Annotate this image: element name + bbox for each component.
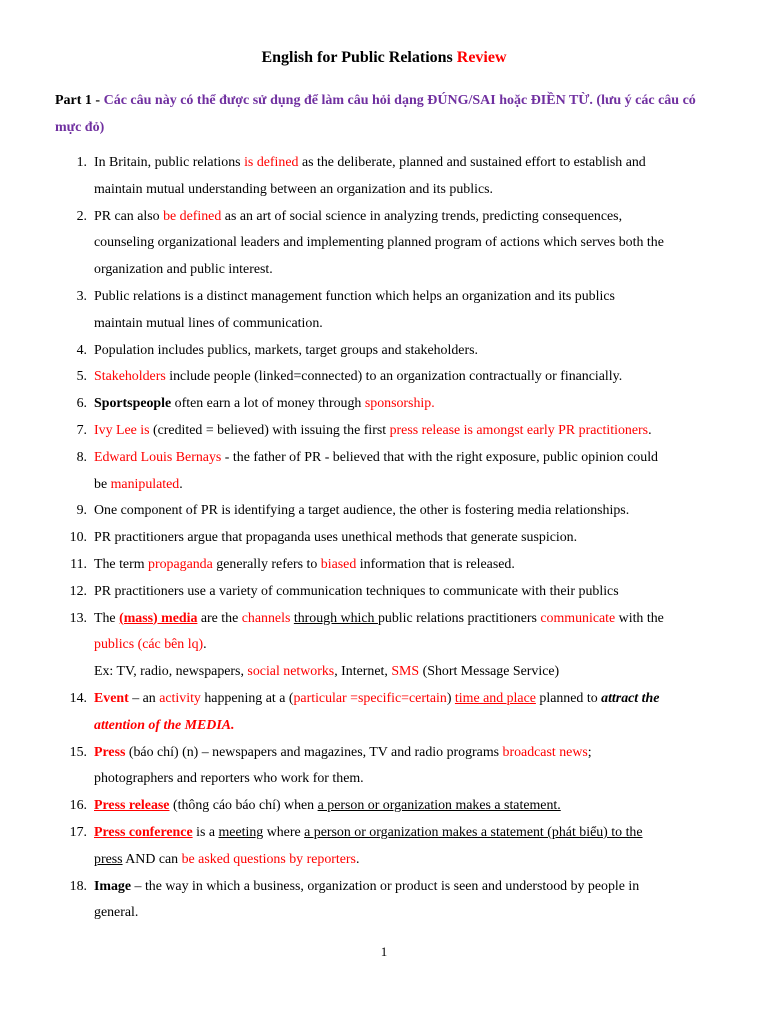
text-run: (Short Message Service) [419, 664, 560, 680]
list-item [0, 579, 768, 606]
text-run: Press conference [94, 824, 193, 840]
item-number: 8. [76, 449, 87, 465]
text-run: photographers and reporters who work for them. [94, 771, 364, 787]
text-run: ) [446, 690, 455, 706]
text-run: . [355, 851, 360, 867]
part-note: Các câu này có thể được sử dụng để làm câu hỏi dạng ĐÚNG/SAI hoặc ĐIỀN TỪ. (lưu ý các câu có mực đỏ) [55, 93, 696, 135]
text-run: organization and public interest. [94, 262, 273, 278]
text-run: planned to [535, 690, 602, 706]
text-run: . [179, 476, 183, 492]
text-run: AND can [122, 851, 182, 867]
item-number: 7. [76, 422, 87, 438]
text-run: Ex: TV, radio, newspapers, [94, 664, 248, 680]
text-run: activity [159, 690, 201, 706]
text-run: PR can also [94, 208, 164, 224]
list-item [0, 820, 768, 874]
item-line [94, 284, 728, 311]
text-run: propaganda [148, 556, 213, 572]
text-run: Edward Louis Bernays [94, 449, 222, 465]
item-number: 17. [69, 824, 87, 840]
text-run: channels [241, 610, 291, 626]
list-item [0, 284, 768, 338]
text-run: happening at a ( [200, 690, 294, 706]
item-line [94, 525, 728, 552]
item-line [94, 177, 728, 204]
item-line [94, 204, 728, 231]
list-item [0, 445, 768, 499]
text-run: (thông cáo báo chí) when [169, 798, 318, 814]
item-line [94, 606, 728, 633]
text-run: maintain mutual lines of communication. [94, 315, 323, 331]
review-list [0, 150, 768, 927]
text-run: press [94, 851, 123, 867]
text-run: is a [192, 824, 219, 840]
item-line [94, 338, 728, 365]
text-run: sponsorship. [364, 396, 435, 412]
text-run: maintain mutual understanding between an organization and its publics. [94, 181, 494, 197]
item-number: 1. [76, 155, 87, 170]
text-run: (báo chí) (n) – newspapers and magazines, TV and radio programs [125, 744, 503, 760]
item-number: 18. [69, 878, 87, 894]
item-line [94, 740, 728, 767]
item-number: 3. [76, 288, 87, 304]
text-run: Sportspeople [94, 396, 172, 412]
list-item [0, 418, 768, 445]
text-run: publics (các bên lq) [94, 637, 204, 653]
item-number: 4. [76, 342, 87, 358]
item-number: 5. [76, 369, 87, 385]
item-line [94, 498, 728, 525]
item-line [94, 579, 728, 606]
text-run: be asked questions by reporters [181, 851, 356, 867]
part-intro [55, 88, 725, 141]
text-run: SMS [391, 664, 420, 680]
text-run: Press [94, 744, 126, 760]
text-run: Event [94, 690, 129, 706]
text-run: Public relations is a distinct management function which helps an organization and its publics [94, 288, 615, 304]
item-number: 2. [76, 208, 87, 224]
text-run: communicate [540, 610, 616, 626]
text-run: PR practitioners use a variety of communication techniques to communicate with their publics [94, 583, 619, 599]
text-run: a person or organization makes a statement. [317, 798, 561, 814]
item-number: 6. [76, 396, 87, 412]
list-item [0, 498, 768, 525]
text-run: In Britain, public relations [94, 155, 245, 170]
item-number: 9. [76, 503, 87, 519]
item-line [94, 847, 728, 874]
text-run: is defined [244, 155, 299, 170]
item-line [94, 659, 728, 686]
text-run: attention of the MEDIA. [94, 717, 235, 733]
title-main: English for Public Relations [261, 49, 453, 66]
text-run: Ivy Lee is [94, 422, 150, 438]
item-number: 13. [69, 610, 87, 626]
item-line [94, 552, 728, 579]
text-run: as an art of social science in analyzing trends, predicting consequences, [221, 208, 623, 224]
text-run: (credited = believed) with issuing the first [149, 422, 390, 438]
list-item [0, 740, 768, 794]
text-run: social networks [247, 664, 335, 680]
list-item [0, 338, 768, 365]
item-number: 11. [70, 556, 87, 572]
list-item [0, 606, 768, 686]
item-number: 14. [69, 690, 87, 706]
page-title [0, 48, 768, 68]
text-run: The term [94, 556, 148, 572]
item-line [94, 257, 728, 284]
item-line [94, 311, 728, 338]
text-run: where [263, 824, 305, 840]
list-item [0, 364, 768, 391]
text-run: broadcast news [502, 744, 588, 760]
item-line [94, 766, 728, 793]
text-run: manipulated [110, 476, 180, 492]
text-run: – the way in which a business, organization or product is seen and understood by people in [131, 878, 640, 894]
text-run: be [94, 476, 111, 492]
item-line [94, 230, 728, 257]
text-run: attract the [601, 690, 660, 706]
item-line [94, 820, 728, 847]
text-run: – an [128, 690, 160, 706]
item-number: 15. [69, 744, 87, 760]
text-run: Image [94, 878, 132, 894]
item-number: 12. [69, 583, 87, 599]
text-run: . [203, 637, 207, 653]
item-line [94, 900, 728, 927]
item-line [94, 418, 728, 445]
item-number: 10. [69, 530, 87, 546]
item-line [94, 391, 728, 418]
item-line [94, 632, 728, 659]
item-line [94, 445, 728, 472]
text-run: (mass) media [119, 610, 198, 626]
text-run: often earn a lot of money through [171, 396, 365, 412]
text-run: - the father of PR - believed that with the right exposure, public opinion could [221, 449, 658, 465]
item-line [94, 686, 728, 713]
text-run: Press release [94, 798, 170, 814]
text-run: information that is released. [356, 556, 515, 572]
title-accent: Review [456, 49, 507, 66]
list-item [0, 552, 768, 579]
text-run: include people (linked=connected) to an organization contractually or financially. [165, 369, 623, 385]
text-run: PR practitioners argue that propaganda uses unethical methods that generate suspicion. [94, 530, 578, 546]
text-run: are the [197, 610, 242, 626]
text-run: Stakeholders [94, 369, 166, 385]
item-line [94, 713, 728, 740]
text-run: counseling organizational leaders and implementing planned program of actions which serves both the [94, 235, 664, 251]
part-label: Part 1 - [55, 93, 101, 108]
text-run: time and place [454, 690, 536, 706]
text-run: biased [320, 556, 357, 572]
text-run: One component of PR is identifying a target audience, the other is fostering media relationships. [94, 503, 630, 519]
text-run: meeting [218, 824, 264, 840]
text-run: generally refers to [212, 556, 321, 572]
text-run: a person or organization makes a statement (phát biểu) to the [304, 824, 643, 840]
text-run: as the deliberate, planned and sustained effort to establish and [298, 155, 646, 170]
list-item [0, 686, 768, 740]
text-run: with the [615, 610, 664, 626]
text-run: general. [94, 905, 139, 921]
item-line [94, 150, 728, 177]
text-run: . [648, 422, 652, 438]
list-item [0, 874, 768, 928]
item-line [94, 793, 728, 820]
text-run: The [94, 610, 120, 626]
text-run: , Internet, [334, 664, 392, 680]
text-run: Population includes publics, markets, target groups and stakeholders. [94, 342, 478, 358]
text-run: be defined [163, 208, 222, 224]
item-line [94, 874, 728, 901]
item-number: 16. [69, 798, 87, 814]
text-run: through which [293, 610, 378, 626]
list-item [0, 525, 768, 552]
list-item [0, 150, 768, 204]
text-run: particular =specific=certain [293, 690, 447, 706]
text-run: press release is amongst early PR practitioners [389, 422, 649, 438]
page-number: 1 [380, 944, 388, 959]
text-run: public relations practitioners [377, 610, 541, 626]
list-item [0, 793, 768, 820]
item-line [94, 364, 728, 391]
list-item [0, 391, 768, 418]
text-run: ; [587, 744, 592, 760]
item-line [94, 472, 728, 499]
list-item [0, 204, 768, 284]
